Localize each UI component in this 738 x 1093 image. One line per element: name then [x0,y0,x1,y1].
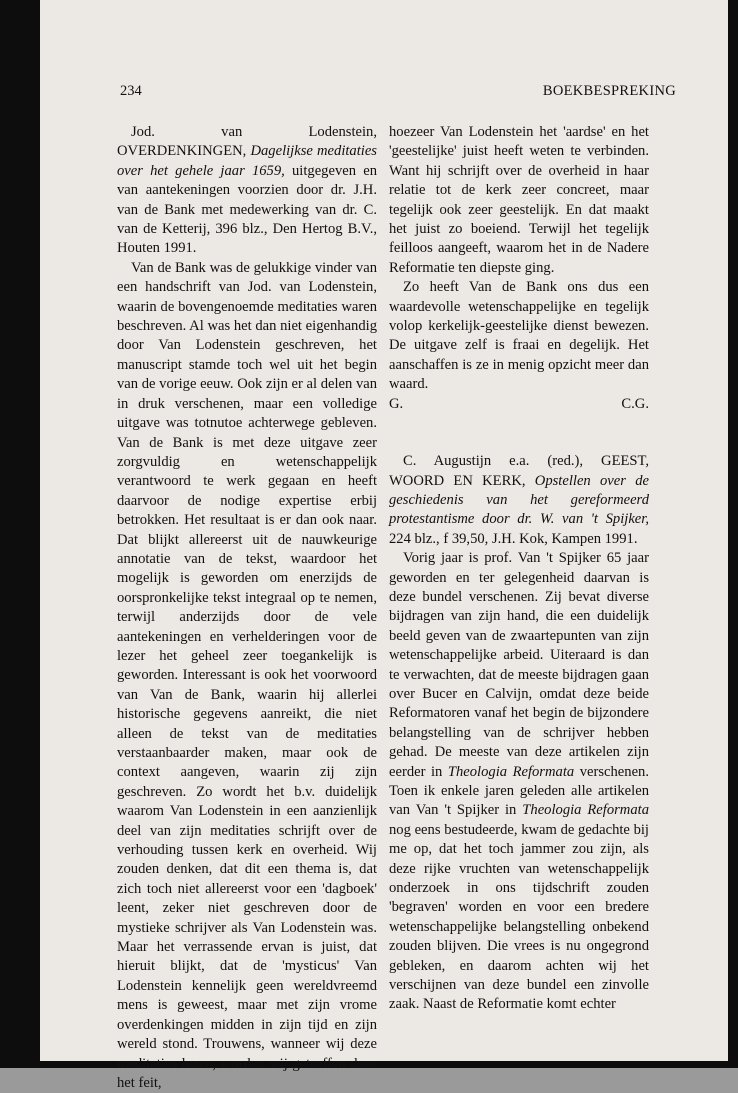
section-gap [389,414,649,452]
review1-citation [117,123,377,259]
review1-citation-rest: uitgegeven en van aantekeningen voorzien door dr. J.H. van de Bank met medewerking van dr. C. van de Ketterij, 396 blz., Den Hertog B.V., Houten 1991. [117,162,377,257]
signature-right: C.G. [621,395,649,412]
review1-paragraph-1: Van de Bank was de gelukkige vinder van een handschrift van Jod. van Lodenstein, waarin de bovengenoemde meditaties waren beschreven. Al was het dan niet eigenhandig door Van Lodenstein geschreven, het manuscript stamde toch wel uit het begin van de vorige eeuw. Ook zijn er al delen van in druk verschenen, maar een volledige uitgave was totnutoe achterwege gebleven. Van de Bank is met deze uitgave zeer zorgvuldig en wetenschappelijk verantwoord te werk gegaan en heeft daarvoor de nodige expertise erbij betrokken. Het resultaat is er dan ook naar. Dat blijkt allereerst uit de nauwkeurige annotatie van de tekst, waardoor het mogelijk is geworden om enerzijds de oorspronkelijke tekst integraal op te nemen, terwijl anderzijds door de vele aantekeningen en verhelderingen voor de lezer het geheel zeer toegankelijk is geworden. Interessant is ook het voorwoord van Van de Bank, waarin hij allerlei historische gegevens aanreikt, die niet alleen de tekst van de meditaties verstaanbaarder maken, maar ook de context aangeven, waarin zij zijn geschreven. Zo wordt het b.v. duidelijk waarom Van Lodenstein in een aanzienlijk deel van zijn meditaties schrijft over de verhouding tussen kerk en overheid. Wij zouden denken, dat dit een thema is, dat zich toch niet allereerst voor een 'dagboek' leent, zeker niet geschreven door de mystieke schrijver als Van Lodenstein was. Maar het verrassende ervan is juist, dat hieruit blijkt, dat de 'mysticus' Van Lodenstein kennelijk geen wereldvreemd mens is geweest, maar met zijn vrome overdenkingen midden in zijn tijd en zijn wereld stond. Trouwens, wanneer wij deze meditaties lezen, worden wij getroffen door het feit, [117,259,378,1091]
review1-signature [389,395,649,414]
signature-left: G. [389,395,404,412]
review1-citation-title: Dagelijkse meditaties over het gehele jaar 1659, [117,143,377,179]
review1-citation-plain: Jod. van Lodenstein, OVERDENKINGEN, [117,124,377,160]
column-right [389,123,649,1015]
journal-name: Theologia Reformata [522,802,649,819]
review2-citation-title: Opstellen over de geschiedenis van het gereformeerd protestantisme door dr. W. van 't Spijker, [389,472,649,528]
journal-name: Theologia Reformata [447,763,575,780]
column-left [117,123,377,1093]
review2-paragraph-1: Vorig jaar is prof. Van 't Spijker 65 jaar geworden en ter gelegenheid daarvan is deze bundel verschenen. Zij bevat diverse bijdragen van zijn hand, die een duidelijk beeld geven van de zwaartepunten van zijn wetenschappelijke arbeid. Uiteraard is dan te verwachten, dat de meeste bijdragen gaan over Bucer en Calvijn, omdat deze beide Reformatoren vanaf het begin de bijzondere belangstelling van de schrijver hebben gehad. De meeste van deze artikelen zijn eerder in Theologia Reformata verschenen. Toen ik enkele jaren geleden alle artikelen van Van 't Spijker in Theologia Reformata nog eens bestudeerde, kwam de gedachte bij me op, dat het toch jammer zou zijn, als deze rijke vruchten van wetenschappelijk onderzoek in ons tijdschrift zouden 'begraven' worden en voor een bredere wetenschappelijke belangstelling onbekend zouden blijven. Die vrees is nu ongegrond gebleken, en daarom achten wij het verschijnen van deze bundel een zinvolle zaak. Naast de Reformatie komt echter [389,550,650,1013]
review1-paragraph-1-cont: hoezeer Van Lodenstein het 'aardse' en het 'geestelijke' juist heeft weten te verbinden. Want hij schrijft over de overheid in haar relatie tot de kerk zeer concreet, maar tegelijk ook zeer geestelijk. En dat maakt het juist zo boeiend. Terwijl het tegelijk feilloos aangeeft, waarom het in de Nadere Reformatie ten diepste ging. [389,124,649,276]
review2-citation [389,452,649,549]
page-number: 234 [120,83,142,99]
review2-citation-plain: C. Augustijn e.a. (red.), GEEST, WOORD EN KERK, [389,453,649,489]
review1-paragraph-2: Zo heeft Van de Bank ons dus een waardevolle wetenschappelijke en tegelijk volop kerkelijk-geestelijke dienst bewezen. De uitgave zelf is fraai en degelijk. Het aanschaffen is ze in menig opzicht meer dan waard. [389,279,649,393]
review2-citation-rest: 224 blz., f 39,50, J.H. Kok, Kampen 1991. [389,530,638,547]
running-head: BOEKBESPREKING [542,83,676,99]
